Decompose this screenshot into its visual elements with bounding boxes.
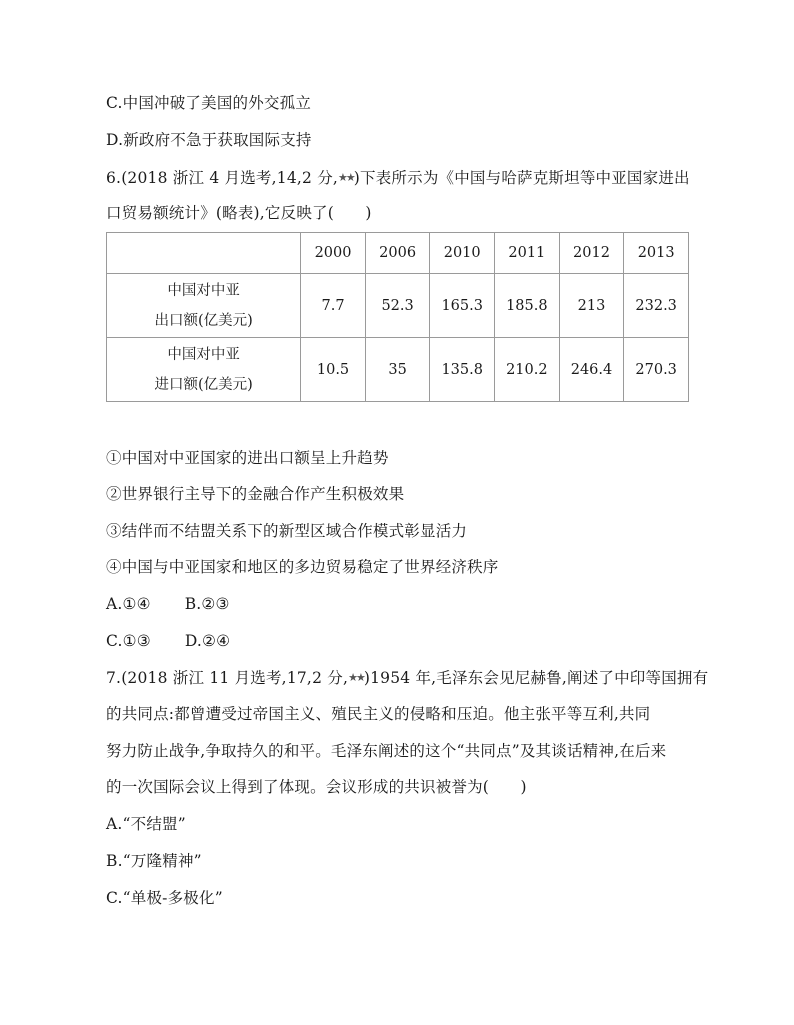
- question-7-line2: 的共同点:都曾遭受过帝国主义、殖民主义的侵略和压迫。他主张平等互利,共同: [106, 705, 651, 723]
- question-7-line4: 的一次国际会议上得到了体现。会议形成的共识被誉为( ): [106, 778, 527, 796]
- q7-option-b[interactable]: B.“万隆精神”: [106, 852, 202, 870]
- q6-option-b[interactable]: B.②③: [184, 595, 230, 613]
- q6-option-d[interactable]: D.②④: [184, 632, 231, 650]
- question-7-stem: )1954 年,毛泽东会见尼赫鲁,阐述了中印等国拥有: [363, 669, 709, 687]
- row-label-line: 中国对中亚: [167, 282, 240, 299]
- row-label-line: 中国对中亚: [167, 346, 240, 363]
- table-cell: 52.3: [365, 274, 430, 338]
- row-label-export: [107, 274, 301, 338]
- question-6-source: 6.(2018 浙江 4 月选考,14,2 分,: [106, 169, 339, 187]
- question-6-line1: [106, 167, 690, 189]
- table-cell: 210.2: [495, 338, 560, 402]
- q6-option-c[interactable]: C.①③: [106, 632, 151, 650]
- q6-options-row2: [106, 630, 230, 652]
- table-header-row: [107, 233, 689, 274]
- option-c-prev: C.中国冲破了美国的外交孤立: [106, 94, 312, 112]
- table-cell: 10.5: [301, 338, 366, 402]
- table-row: [107, 274, 689, 338]
- table-cell: 135.8: [430, 338, 495, 402]
- row-label-line: 出口额(亿美元): [154, 312, 253, 329]
- table-cell: 246.4: [559, 338, 624, 402]
- year-header: 2000: [301, 233, 366, 274]
- question-7-line3: 努力防止战争,争取持久的和平。毛泽东阐述的这个“共同点”及其谈话精神,在后来: [106, 742, 667, 760]
- year-header: 2006: [365, 233, 430, 274]
- row-label-import: [107, 338, 301, 402]
- statement-4: ④中国与中亚国家和地区的多边贸易稳定了世界经济秩序: [106, 558, 499, 576]
- row-label-line: 进口额(亿美元): [154, 376, 253, 393]
- year-header: 2010: [430, 233, 495, 274]
- q7-option-c[interactable]: C.“单极-多极化”: [106, 889, 223, 907]
- table-cell: 232.3: [624, 274, 689, 338]
- table-row: [107, 338, 689, 402]
- statement-3: ③结伴而不结盟关系下的新型区域合作模式彰显活力: [106, 522, 468, 540]
- question-6-stem: )下表所示为《中国与哈萨克斯坦等中亚国家进出: [353, 169, 690, 187]
- trade-table: [106, 232, 689, 402]
- year-header: 2011: [495, 233, 560, 274]
- table-cell: 165.3: [430, 274, 495, 338]
- table-cell: 35: [365, 338, 430, 402]
- option-d-prev: D.新政府不急于获取国际支持: [106, 131, 312, 149]
- q6-option-a[interactable]: A.①④: [106, 595, 151, 613]
- difficulty-stars-icon: ★★: [338, 171, 354, 184]
- table-cell: 7.7: [301, 274, 366, 338]
- difficulty-stars-icon: ★★: [348, 671, 364, 684]
- table-cell: 270.3: [624, 338, 689, 402]
- question-7-line1: [106, 667, 708, 689]
- statement-1: ①中国对中亚国家的进出口额呈上升趋势: [106, 449, 389, 467]
- year-header: 2013: [624, 233, 689, 274]
- question-7-source: 7.(2018 浙江 11 月选考,17,2 分,: [106, 669, 349, 687]
- table-cell: 185.8: [495, 274, 560, 338]
- year-header: 2012: [559, 233, 624, 274]
- q6-options-row1: [106, 593, 230, 615]
- table-corner-cell: [107, 233, 301, 274]
- statement-2: ②世界银行主导下的金融合作产生积极效果: [106, 485, 405, 503]
- table-cell: 213: [559, 274, 624, 338]
- question-6-line2: 口贸易额统计》(略表),它反映了( ): [106, 204, 372, 222]
- q7-option-a[interactable]: A.“不结盟”: [106, 815, 186, 833]
